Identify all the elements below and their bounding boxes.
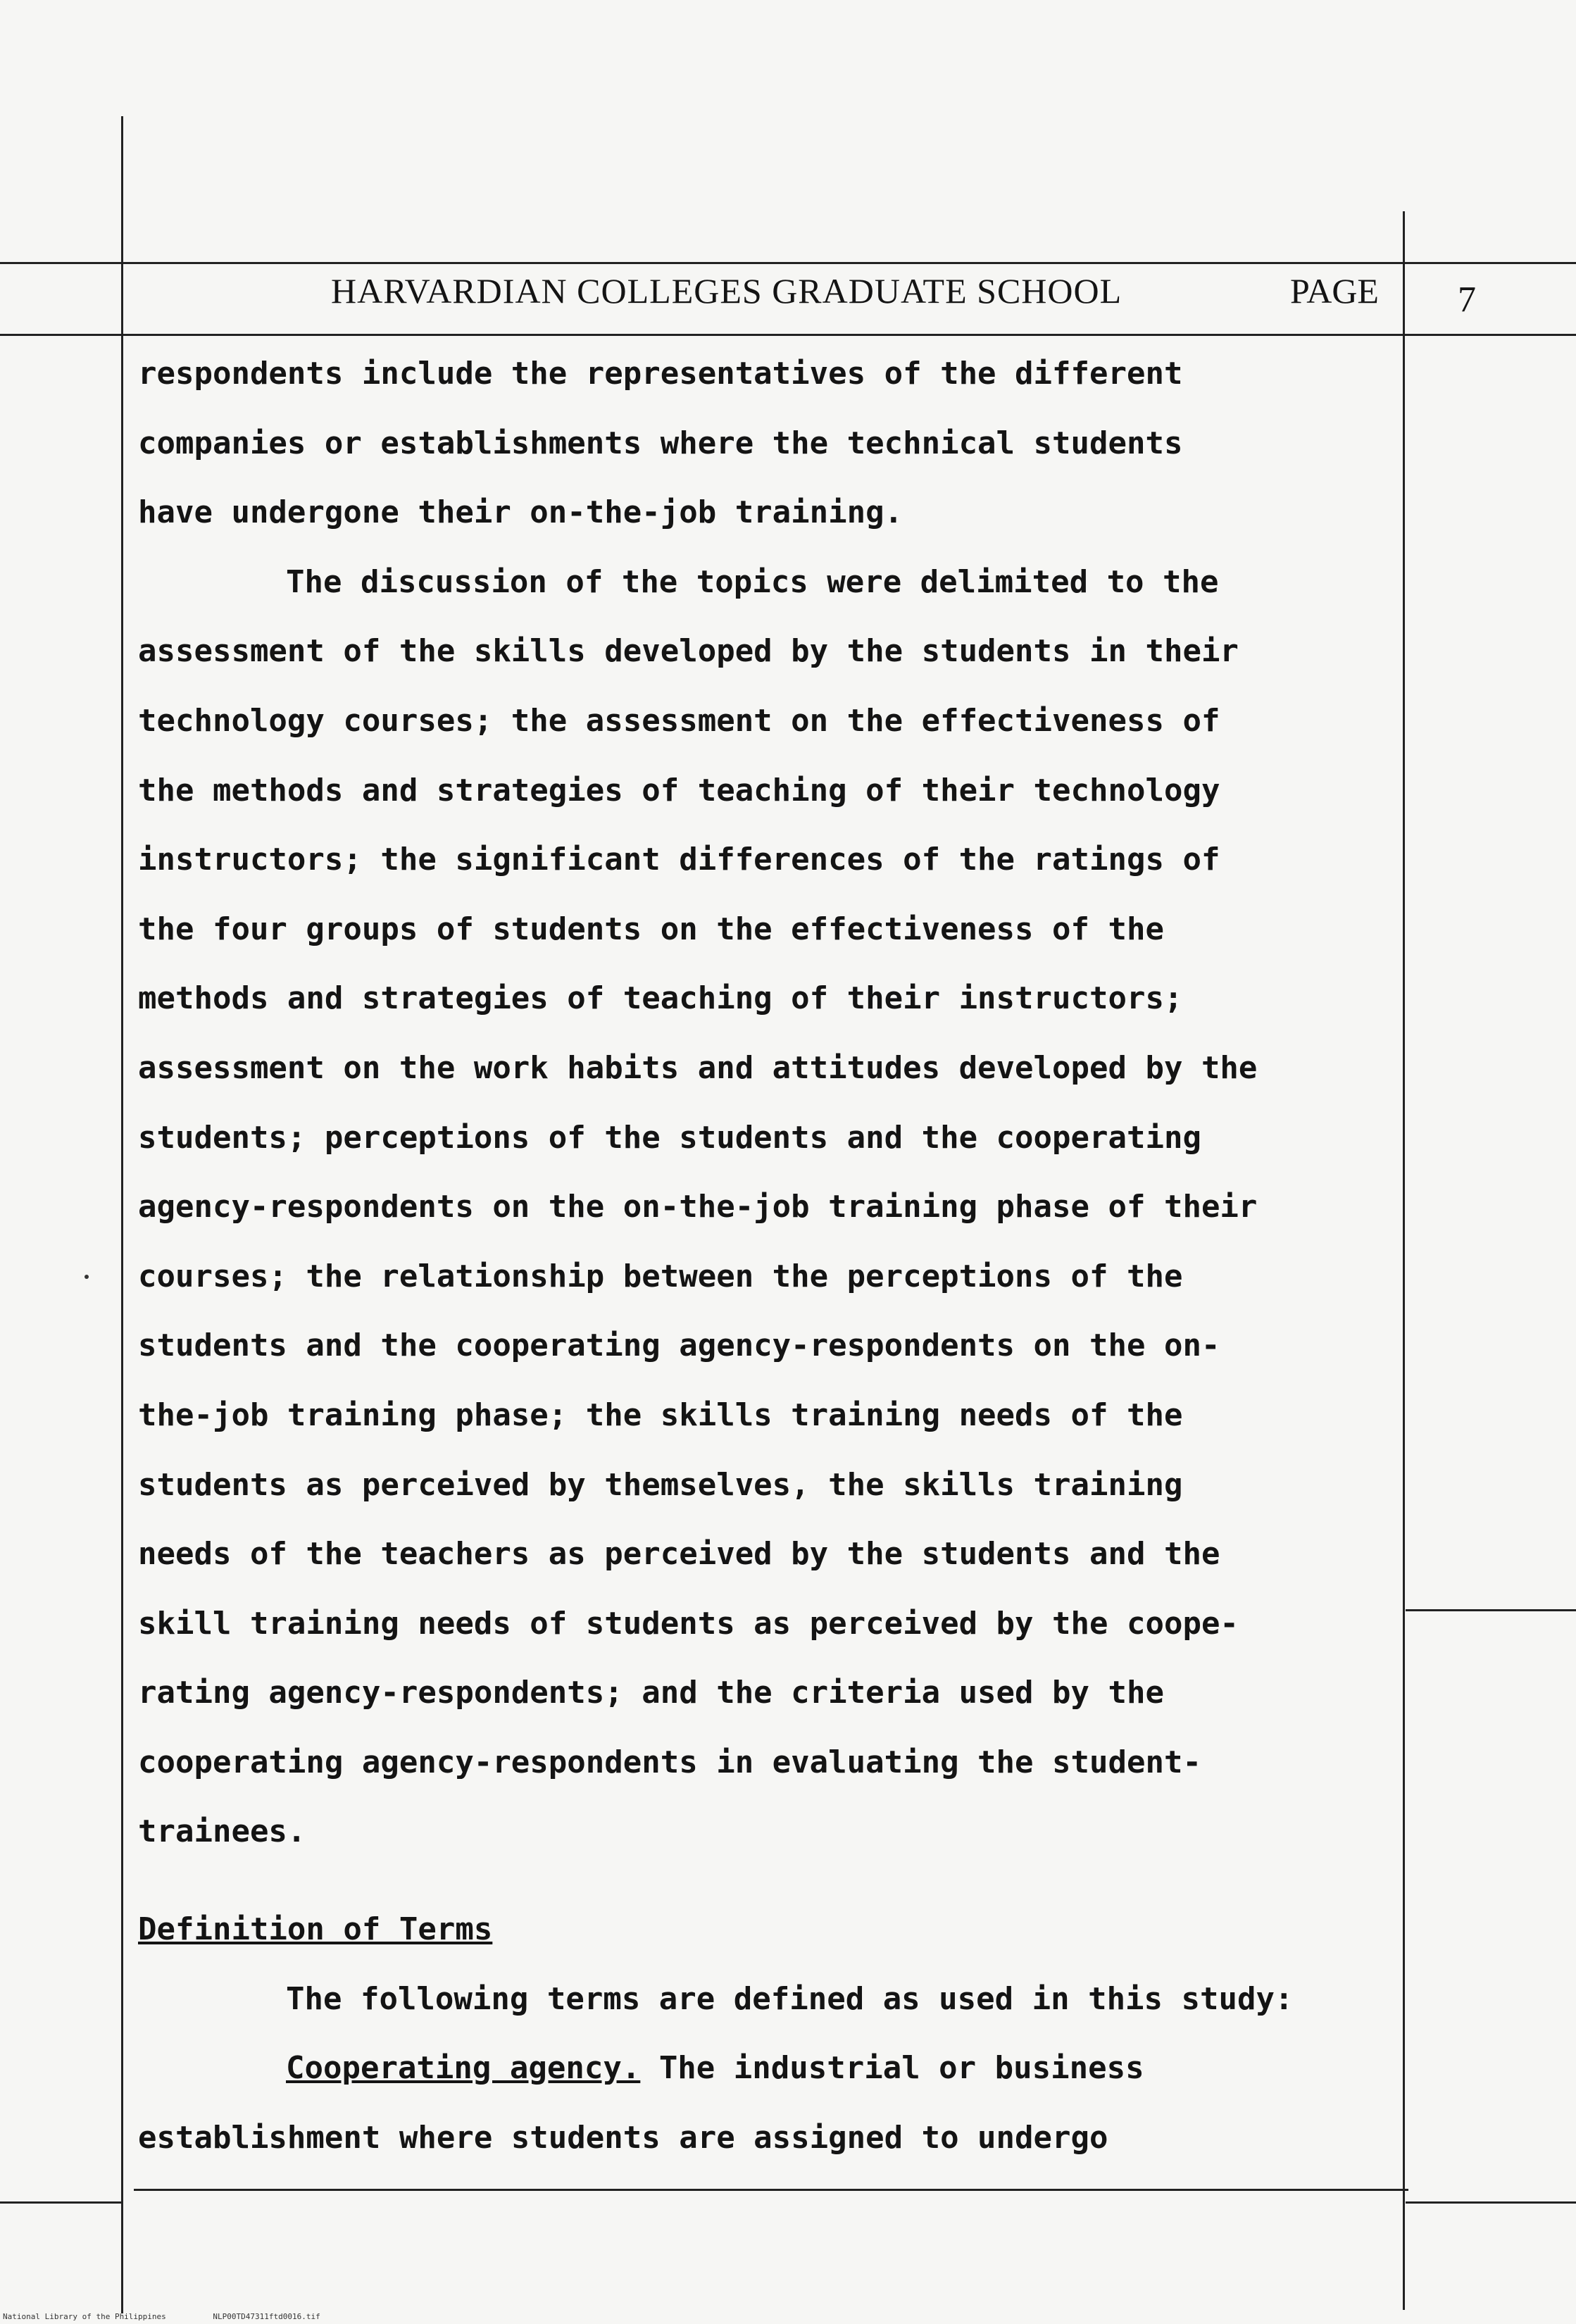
body-text (138, 339, 1413, 2173)
definition-heading-text: Definition of Terms (138, 1911, 493, 1948)
text-line: methods and strategies of teaching of their instructors; (138, 980, 1183, 1017)
text-line: the four groups of students on the effectiveness of the (138, 911, 1164, 947)
text-line: assessment on the work habits and attitudes developed by the (138, 1049, 1258, 1086)
text-line: have undergone their on-the-job training. (138, 494, 903, 531)
scan-footer (3, 2312, 363, 2321)
text-line: technology courses; the assessment on the effectiveness of (138, 702, 1220, 739)
left-margin-rule (121, 116, 123, 2313)
header-bottom-rule (0, 334, 1576, 336)
library-caption: National Library of the Philippines (3, 2312, 166, 2321)
margin-speck (85, 1275, 89, 1279)
bottom-rule-right (1406, 2201, 1576, 2204)
text-line: trainees. (138, 1813, 306, 1850)
school-title: HARVARDIAN COLLEGES GRADUATE SCHOOL (331, 271, 1122, 311)
text-line: instructors; the significant differences of the ratings of (138, 842, 1220, 878)
text-line: rating agency-respondents; and the criteria used by the (138, 1675, 1164, 1711)
term-definition-line (138, 2034, 1413, 2104)
page-header (127, 266, 1394, 323)
text-line: students and the cooperating agency-respondents on the on- (138, 1327, 1220, 1364)
term-cooperating-agency: Cooperating agency. (286, 2050, 641, 2087)
file-caption: NLP00TD47311ftd0016.tif (213, 2312, 320, 2321)
text-line: skill training needs of students as perceived by the coope- (138, 1605, 1239, 1642)
term-definition-start: The industrial or business (640, 2050, 1144, 2087)
definition-intro: The following terms are defined as used in this study: (286, 1980, 1294, 2017)
text-line: companies or establishments where the technical students (138, 425, 1183, 461)
text-line: the methods and strategies of teaching of their technology (138, 772, 1220, 808)
page-number: 7 (1458, 280, 1476, 320)
page-label: PAGE (1290, 271, 1379, 311)
text-line: respondents include the representatives of the different (138, 356, 1183, 392)
definition-heading (138, 1895, 1413, 1965)
text-line: agency-respondents on the on-the-job training phase of their (138, 1189, 1258, 1225)
text-line: courses; the relationship between the perceptions of the (138, 1258, 1183, 1294)
text-line: assessment of the skills developed by the students in their (138, 633, 1239, 670)
term-definition-continuation: establishment where students are assigned to undergo (138, 2119, 1108, 2156)
right-tab-rule (1406, 1609, 1576, 1611)
text-line: students; perceptions of the students and the cooperating (138, 1119, 1201, 1156)
paragraph-start-line: The discussion of the topics were delimited to the (286, 563, 1219, 600)
bottom-rule-left (0, 2201, 123, 2204)
text-line: the-job training phase; the skills training needs of the (138, 1397, 1183, 1433)
header-top-rule (0, 262, 1576, 264)
text-line: needs of the teachers as perceived by the students and the (138, 1536, 1220, 1573)
text-line: students as perceived by themselves, the skills training (138, 1466, 1183, 1503)
text-line: cooperating agency-respondents in evaluating the student- (138, 1744, 1201, 1780)
bottom-rule (134, 2189, 1408, 2191)
